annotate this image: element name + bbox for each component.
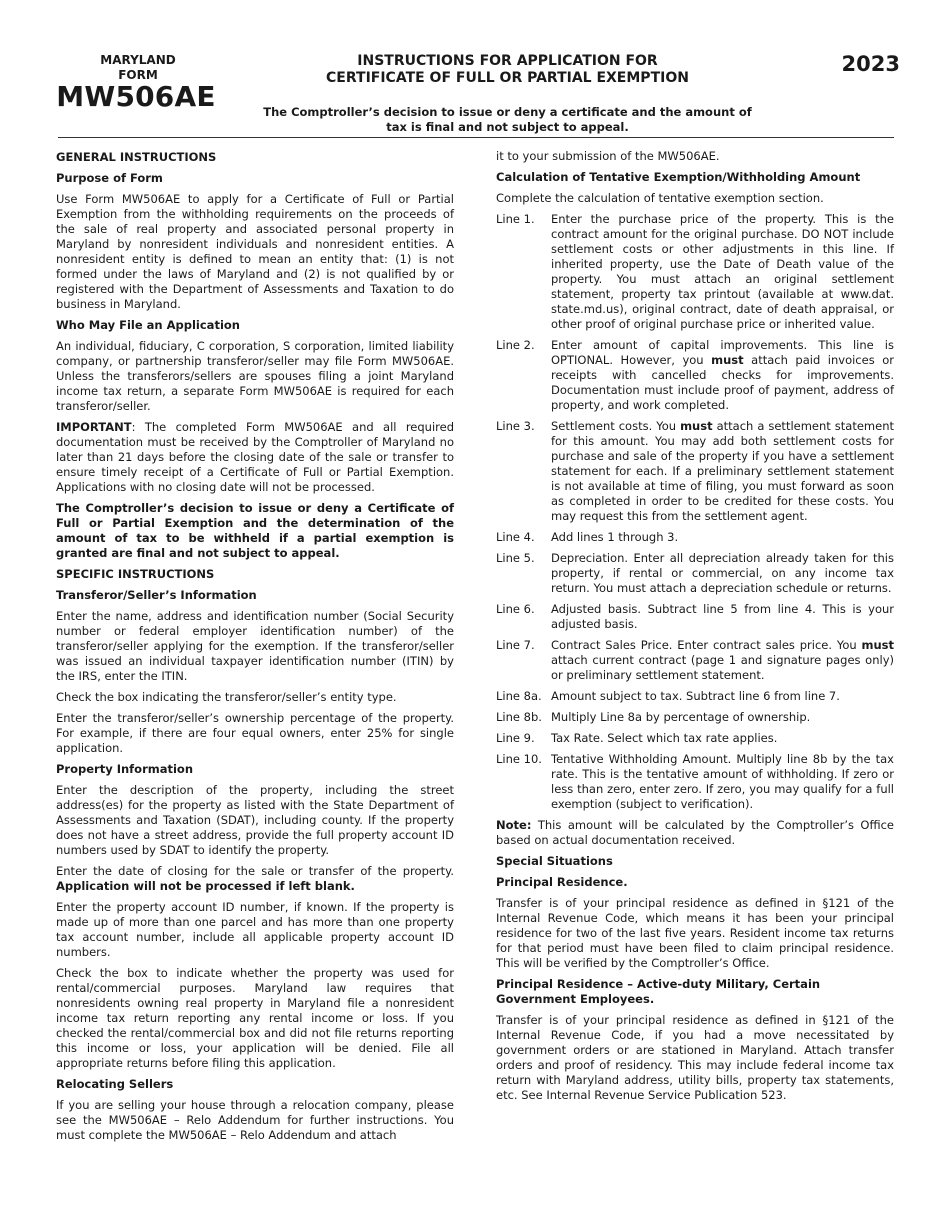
property-info-heading: Property Information bbox=[56, 762, 194, 776]
closing-date-warning: Application will not be processed if left blank. bbox=[56, 879, 355, 893]
subtitle-line-1: The Comptroller’s decision to issue or deny a certificate and the amount of bbox=[263, 105, 752, 119]
seller-info-heading: Transferor/Seller’s Information bbox=[56, 588, 257, 602]
line-label: Line 8b. bbox=[496, 710, 542, 724]
military-text: Transfer is of your principal residence as defined in §121 of the Internal Revenue Code, if you had a move necessitated by government orders or are stationed in Maryland. Attach transfer orders and proof of residency. This may include federal income tax return with Maryland address, utility bills, property tax statements, etc. See Internal Revenue Service Publication 523. bbox=[496, 1013, 894, 1102]
line-item bbox=[496, 710, 894, 725]
line-label: Line 6. bbox=[496, 602, 535, 616]
purpose-text: Use Form MW506AE to apply for a Certificate of Full or Partial Exemption from the withholding requirements on the proceeds of the sale of real property and associated personal property in Maryland by nonresident individuals and nonresident entities. A nonresident entity is defined to mean an entity that: (1) is not formed under the laws of Maryland and (2) is not qualified by or registered with the Department of Assessments and Taxation to do business in Maryland. bbox=[56, 192, 454, 311]
form-identifier bbox=[58, 53, 218, 112]
line-text: Depreciation. Enter all depreciation already taken for this property, if rental or commercial, on any income tax return. You must attach a depreciation schedule or returns. bbox=[551, 551, 894, 595]
line-text: Multiply Line 8a by percentage of ownership. bbox=[551, 710, 811, 724]
calculation-heading: Calculation of Tentative Exemption/Withholding Amount bbox=[496, 170, 861, 184]
line-label: Line 3. bbox=[496, 419, 535, 433]
relocating-sellers-continued: it to your submission of the MW506AE. bbox=[496, 149, 720, 163]
line-item bbox=[496, 638, 894, 683]
purpose-heading: Purpose of Form bbox=[56, 171, 163, 185]
title-line-2: CERTIFICATE OF FULL OR PARTIAL EXEMPTION bbox=[326, 70, 689, 86]
line-text: Tax Rate. Select which tax rate applies. bbox=[551, 731, 778, 745]
line-item bbox=[496, 419, 894, 524]
title-line-1: INSTRUCTIONS FOR APPLICATION FOR bbox=[357, 53, 658, 69]
right-column bbox=[496, 149, 894, 1109]
important-paragraph bbox=[56, 420, 454, 495]
property-text-3: Enter the property account ID number, if known. If the property is made up of more than one parcel and has more than one property tax account number, include all applicable property account ID numbers. bbox=[56, 900, 454, 959]
page-subtitle bbox=[240, 105, 775, 135]
note-paragraph bbox=[496, 818, 894, 848]
tax-year: 2023 bbox=[841, 52, 900, 76]
state-label: MARYLAND bbox=[100, 53, 176, 67]
line-text: Enter the purchase price of the property. This is the contract amount for the original purchase. DO NOT include settlement costs or other adjustments in this line. If inherited property, use the Date of Death value of the property. You must attach an original settlement statement, property tax printout (available at www.dat. state.md.us), original contract, date of death appraisal, or other proof of original purchase price or inherited value. bbox=[551, 212, 894, 331]
relocating-sellers-heading: Relocating Sellers bbox=[56, 1077, 174, 1091]
line-item bbox=[496, 689, 894, 704]
line-text: Settlement costs. You must attach a settlement statement for this amount. You may add both settlement costs for purchase and sale of the property if you have a settlement statement for each. If a preliminary settlement statement is not available at time of filing, you must forward as soon as completed in order to be credited for these costs. You may request this from the settlement agent. bbox=[551, 419, 894, 523]
decision-notice bbox=[56, 501, 454, 561]
specific-instructions-heading: SPECIFIC INSTRUCTIONS bbox=[56, 567, 215, 581]
note-label: Note: bbox=[496, 818, 532, 832]
line-text: Add lines 1 through 3. bbox=[551, 530, 679, 544]
line-label: Line 4. bbox=[496, 530, 535, 544]
important-label: IMPORTANT bbox=[56, 420, 132, 434]
line-label: Line 5. bbox=[496, 551, 535, 565]
line-item bbox=[496, 338, 894, 413]
closing-date-text: Enter the date of closing for the sale or transfer of the property. bbox=[56, 864, 454, 878]
page-title bbox=[250, 53, 765, 87]
special-situations-heading: Special Situations bbox=[496, 854, 613, 868]
line-label: Line 8a. bbox=[496, 689, 542, 703]
line-text: Tentative Withholding Amount. Multiply line 8b by the tax rate. This is the tentative amount of withholding. If zero or less than zero, enter zero. If zero, you may qualify for a full exemption (subject to verification). bbox=[551, 752, 894, 811]
line-text: Amount subject to tax. Subtract line 6 from line 7. bbox=[551, 689, 840, 703]
principal-residence-heading: Principal Residence. bbox=[496, 875, 628, 889]
who-may-file-heading: Who May File an Application bbox=[56, 318, 240, 332]
general-instructions-heading: GENERAL INSTRUCTIONS bbox=[56, 150, 217, 164]
seller-text-1: Enter the name, address and identification number (Social Security number or federal employer identification number) of the transferor/seller applying for the exemption. If the transferor/seller was issued an individual taxpayer identification number (ITIN) by the IRS, enter the ITIN. bbox=[56, 609, 454, 683]
line-text: Contract Sales Price. Enter contract sales price. You must attach current contract (page 1 and signature pages only) or preliminary settlement statement. bbox=[551, 638, 894, 682]
military-heading: Principal Residence – Active-duty Military, Certain Government Employees. bbox=[496, 977, 821, 1006]
property-text-1: Enter the description of the property, including the street address(es) for the property as listed with the State Department of Assessments and Taxation (SDAT), including county. If the property does not have a street address, provide the full property account ID numbers used by SDAT to identify the property. bbox=[56, 783, 454, 857]
subtitle-line-2: tax is final and not subject to appeal. bbox=[386, 120, 629, 134]
note-text: This amount will be calculated by the Comptroller’s Office based on actual documentation received. bbox=[496, 818, 894, 847]
line-item bbox=[496, 602, 894, 632]
header-divider bbox=[58, 137, 894, 138]
line-label: Line 7. bbox=[496, 638, 535, 652]
line-label: Line 1. bbox=[496, 212, 535, 226]
form-label: FORM bbox=[118, 68, 158, 82]
form-number: MW506AE bbox=[56, 80, 216, 113]
line-item bbox=[496, 752, 894, 812]
line-text: Adjusted basis. Subtract line 5 from line 4. This is your adjusted basis. bbox=[551, 602, 894, 631]
principal-residence-text: Transfer is of your principal residence as defined in §121 of the Internal Revenue Code, which means it has been your principal residence for two of the last five years. Resident income tax returns for that period must have been filed to claim principal residence. This will be verified by the Comptroller’s Office. bbox=[496, 896, 894, 970]
left-column bbox=[56, 150, 454, 1149]
line-label: Line 9. bbox=[496, 731, 535, 745]
seller-text-2: Check the box indicating the transferor/seller’s entity type. bbox=[56, 690, 397, 704]
line-label: Line 10. bbox=[496, 752, 542, 766]
line-item bbox=[496, 731, 894, 746]
important-text: : The completed Form MW506AE and all required documentation must be received by the Comptroller of Maryland no later than 21 days before the closing date of the sale or transfer to ensure timely receipt of a Certificate of Full or Partial Exemption. Applications with no closing date will not be processed. bbox=[56, 420, 454, 494]
line-label: Line 2. bbox=[496, 338, 535, 352]
seller-text-3: Enter the transferor/seller’s ownership percentage of the property. For example, if there are four equal owners, enter 25% for single application. bbox=[56, 711, 454, 755]
calculation-intro: Complete the calculation of tentative exemption section. bbox=[496, 191, 824, 205]
line-text: Enter amount of capital improvements. This line is OPTIONAL. However, you must attach paid invoices or receipts with cancelled checks for improvements. Documentation must include proof of payment, address of property, and work completed. bbox=[551, 338, 894, 412]
line-item bbox=[496, 530, 894, 545]
decision-text: The Comptroller’s decision to issue or deny a Certificate of Full or Partial Exemption and the determination of the amount of tax to be withheld if a partial exemption is granted are final and not subject to appeal. bbox=[56, 501, 454, 560]
who-may-file-text: An individual, fiduciary, C corporation, S corporation, limited liability company, or partnership transferor/seller may file Form MW506AE. Unless the transferors/sellers are spouses filing a joint Maryland income tax return, a separate Form MW506AE is required for each transferor/seller. bbox=[56, 339, 454, 413]
relocating-sellers-text: If you are selling your house through a relocation company, please see the MW506AE – Relo Addendum for further instructions. You must complete the MW506AE – Relo Addendum and attach bbox=[56, 1098, 454, 1142]
line-item bbox=[496, 551, 894, 596]
property-text-2 bbox=[56, 864, 454, 894]
property-text-4: Check the box to indicate whether the property was used for rental/commercial purposes. Maryland law requires that nonresidents owning real property in Maryland file a nonresident income tax return reporting any rental income or loss. If you checked the rental/commercial box and did not file returns reporting this income or loss, your application will be denied. File all appropriate returns before filing this application. bbox=[56, 966, 454, 1070]
line-item bbox=[496, 212, 894, 332]
